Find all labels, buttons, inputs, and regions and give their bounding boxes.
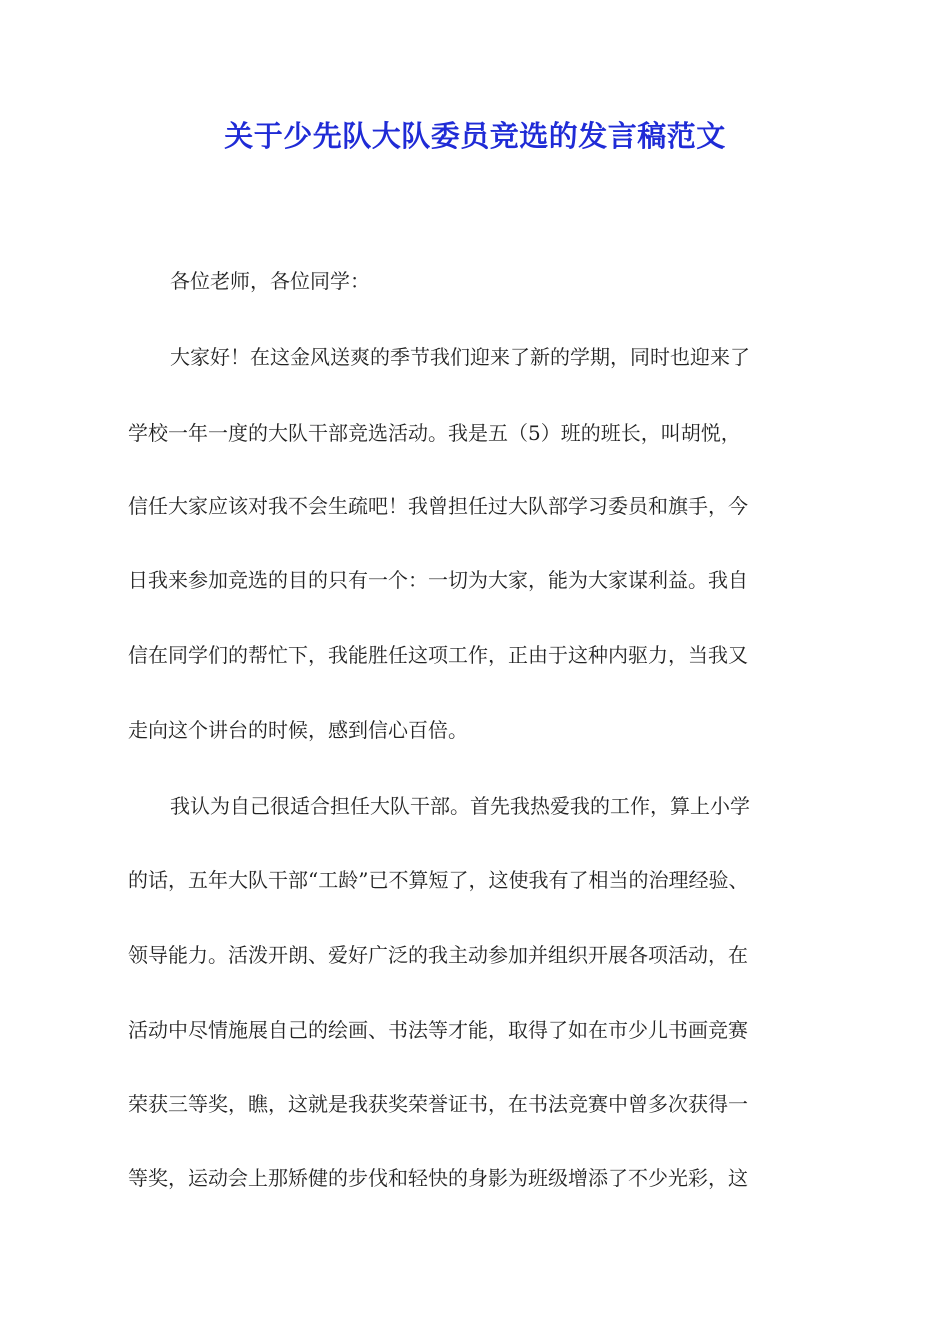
paragraph-line: 活动中尽情施展自己的绘画、书法等才能，取得了如在市少儿书画竞赛	[128, 1018, 748, 1042]
paragraph-line: 信任大家应该对我不会生疏吧！我曾担任过大队部学习委员和旗手，今	[128, 494, 748, 518]
paragraph-line: 等奖，运动会上那矫健的步伐和轻快的身影为班级增添了不少光彩，这	[128, 1166, 748, 1190]
salutation-line: 各位老师，各位同学：	[170, 269, 370, 293]
paragraph-line: 我认为自己很适合担任大队干部。首先我热爱我的工作，算上小学	[170, 794, 750, 818]
paragraph-line: 荣获三等奖，瞧，这就是我获奖荣誉证书，在书法竞赛中曾多次获得一	[128, 1092, 748, 1116]
paragraph-line: 信在同学们的帮忙下，我能胜任这项工作，正由于这种内驱力，当我又	[128, 643, 748, 667]
document-title: 关于少先队大队委员竞选的发言稿范文	[224, 119, 726, 153]
paragraph-line: 走向这个讲台的时候，感到信心百倍。	[128, 718, 468, 742]
paragraph-line: 学校一年一度的大队干部竞选活动。我是五（5）班的班长，叫胡悦，	[128, 421, 741, 445]
paragraph-line: 的话，五年大队干部“工龄”已不算短了，这使我有了相当的治理经验、	[128, 868, 749, 892]
paragraph-line: 领导能力。活泼开朗、爱好广泛的我主动参加并组织开展各项活动，在	[128, 943, 748, 967]
paragraph-line: 日我来参加竞选的目的只有一个：一切为大家，能为大家谋利益。我自	[128, 568, 748, 592]
paragraph-line: 大家好！在这金风送爽的季节我们迎来了新的学期，同时也迎来了	[170, 345, 750, 369]
